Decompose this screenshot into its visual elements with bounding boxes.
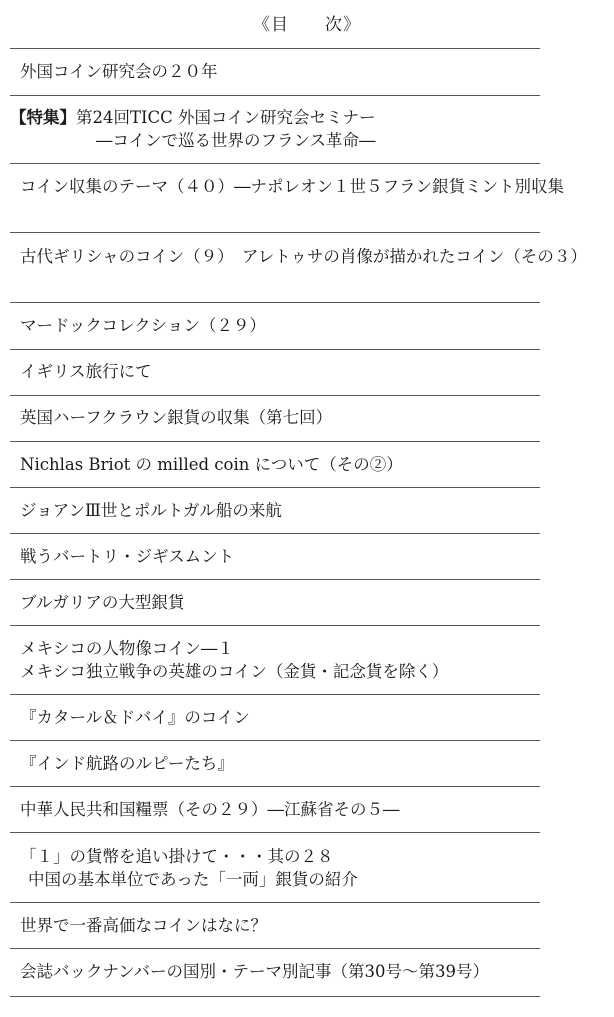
divider — [10, 349, 540, 350]
toc-entry-title: Nichlas Briot の milled coin について（その②） — [20, 455, 403, 474]
toc-entry[interactable] — [20, 637, 608, 683]
divider — [10, 48, 540, 49]
toc-entry[interactable] — [20, 752, 608, 775]
toc-entry[interactable] — [20, 360, 608, 383]
divider — [10, 232, 540, 233]
toc-entry-title: 『インド航路のルピーたち』 — [20, 754, 234, 773]
toc-entry[interactable] — [20, 314, 608, 337]
toc-entry[interactable] — [20, 591, 608, 614]
toc-entry-title: 「１」の貨幣を追い掛けて・・・其の２８ — [20, 847, 334, 866]
divider — [10, 95, 540, 96]
toc-entry-title: ブルガリアの大型銀貨 — [20, 593, 185, 612]
toc-entry-title: メキシコの人物像コイン―１ — [20, 639, 234, 658]
toc-entry[interactable] — [20, 545, 608, 568]
divider — [10, 948, 540, 949]
toc-entry-subtitle: ―コインで巡る世界のフランス革命― — [96, 131, 376, 150]
divider — [10, 302, 540, 303]
divider — [10, 625, 540, 626]
divider — [10, 441, 540, 442]
toc-entry-title: コイン収集のテーマ（４０）―ナポレオン１世５フラン銀貨ミント別収集 — [20, 177, 565, 196]
divider — [10, 740, 540, 741]
divider — [10, 533, 540, 534]
toc-entry[interactable] — [20, 914, 608, 937]
divider — [10, 163, 540, 164]
toc-entry-title: 中華人民共和国糧票（その２９）―江蘇省その５― — [20, 800, 400, 819]
divider — [10, 694, 540, 695]
divider — [10, 996, 540, 997]
toc-entry[interactable] — [20, 175, 608, 198]
toc-entry-title: イギリス旅行にて — [20, 362, 152, 381]
divider — [10, 902, 540, 903]
toc-entry[interactable] — [20, 60, 608, 83]
toc-entry-title: 戦うバートリ・ジギスムント — [20, 547, 235, 566]
toc-entry-title: 会誌バックナンバーの国別・テーマ別記事（第30号～第39号） — [20, 962, 490, 981]
toc-entry-title: 世界で一番高価なコインはなに？ — [20, 916, 268, 935]
toc-entry-subtitle: 中国の基本単位であった「一両」銀貨の紹介 — [28, 870, 358, 889]
toc-entry[interactable] — [20, 845, 608, 891]
divider — [10, 395, 540, 396]
toc-entry[interactable] — [20, 499, 608, 522]
toc-entry-feature[interactable] — [10, 106, 598, 152]
divider — [10, 487, 540, 488]
toc-entry-title: 古代ギリシャのコイン（９） アレトゥサの肖像が描かれたコイン（その３） — [20, 247, 587, 266]
toc-entry[interactable] — [20, 453, 608, 476]
feature-tag: 【特集】 — [10, 108, 76, 127]
toc-entry-title: 第24回TICC 外国コイン研究会セミナー — [76, 108, 376, 127]
toc-entry-title: 英国ハーフクラウン銀貨の収集（第七回） — [20, 408, 333, 427]
toc-entry-title: マードックコレクション（２９） — [20, 316, 266, 335]
toc-entry[interactable] — [20, 798, 608, 821]
toc-entry-title: 外国コイン研究会の２０年 — [20, 62, 218, 81]
toc-entry[interactable] — [20, 706, 608, 729]
toc-entry-title: ジョアンⅢ世とポルトガル船の来航 — [20, 501, 282, 520]
toc-entry[interactable] — [20, 245, 608, 268]
divider — [10, 579, 540, 580]
divider — [10, 832, 540, 833]
toc-entry[interactable] — [20, 960, 608, 983]
toc-entry-title: 『カタール＆ドバイ』のコイン — [20, 708, 250, 727]
page-title: 《目 次》 — [253, 15, 361, 35]
toc-entry-subtitle: メキシコ独立戦争の英雄のコイン（金貨・記念貨を除く） — [20, 662, 449, 681]
divider — [10, 786, 540, 787]
toc-entry[interactable] — [20, 406, 608, 429]
